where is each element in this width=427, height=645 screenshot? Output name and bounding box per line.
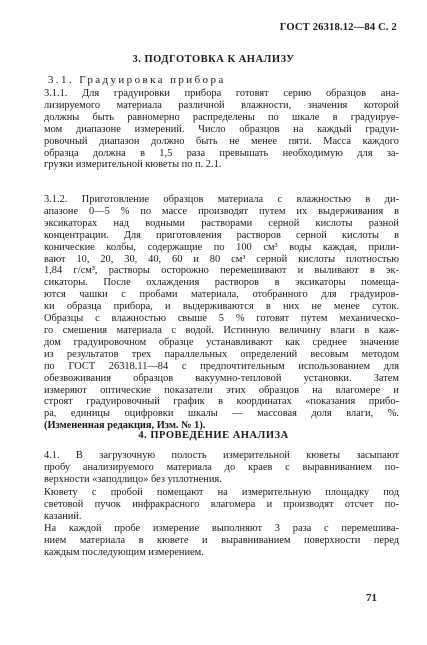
paragraph-3-1-1: [44, 88, 399, 171]
text-line: На каждой пробе измерение выполняют 3 раза с перемешива-: [44, 523, 399, 534]
text-line: световой пучок инфракрасного влагомера и производят отсчет по-: [44, 498, 399, 510]
text-line: ки образца прибора, и выдерживаются в них не менее суток.: [44, 301, 399, 313]
text-line: измеряют оптические показатели этих образцов на влагомере и: [44, 384, 399, 396]
document-header: ГОСТ 26318.12—84 С. 2: [279, 22, 397, 33]
text-line: из результатов трех параллельных определений весовым методом: [44, 348, 399, 360]
text-line: 3.1.1. Для градуировки прибора готовят серию образцов ана-: [44, 88, 399, 99]
text-line: 4.1. В загрузочную полость измерительной кюветы засыпают: [44, 450, 399, 461]
text-line: эксикаторах над водными растворами серной кислоты разной: [44, 217, 399, 229]
paragraph-4-1-cuvette: [44, 487, 399, 523]
text-line: ра, единицы оцифровки шкалы — массовая доля влаги, %.: [44, 408, 399, 420]
amendment-note: (Измененная редакция, Изм. № 1).: [44, 420, 206, 432]
text-line: верхности «заподлицо» без уплотнения.: [44, 473, 222, 485]
text-line: пробу анализируемого материала до краев с выравниванием по-: [44, 461, 399, 473]
paragraph-4-1: [44, 450, 399, 486]
text-line: апазоне 0—5 % по массе производят путем их выдерживания в: [44, 205, 399, 217]
text-line: вают 10, 20, 30, 40, 60 и 80 см³ серной кислоты плотностью: [44, 253, 399, 265]
text-line: 1,84 г/см³, растворы осторожно перемешивают и выливают в эк-: [44, 265, 399, 277]
text-line: грузки измерительной кюветы по п. 2.1.: [44, 159, 222, 171]
text-line: мом диапазоне измерений. Число образцов на каждый градуи-: [44, 123, 399, 135]
text-line: Кювету с пробой помещают на измерительную площадку под: [44, 487, 399, 498]
text-line: строят градуировочный график в координатах «показания прибо-: [44, 396, 399, 408]
text-line: каждым последующим измерением.: [44, 546, 204, 558]
section-4-title: 4. ПРОВЕДЕНИЕ АНАЛИЗА: [138, 430, 289, 441]
text-line: концентрации. Для приготовления растворов серной кислоты в: [44, 229, 399, 241]
text-line: нием материала в кювете и выравниванием поверхности перед: [44, 534, 399, 546]
subsection-3-1-heading: 3.1. Градуировка прибора: [48, 74, 226, 86]
text-line: по ГОСТ 26318.11—84 с предпочтительным использованием для: [44, 360, 399, 372]
text-line: ются чашки с пробами материала, отобранного для градуиров-: [44, 289, 399, 301]
section-3-title: 3. ПОДГОТОВКА К АНАЛИЗУ: [132, 54, 295, 65]
paragraph-4-1-repeats: [44, 523, 399, 559]
text-line: образца должна в 1,5 раза превышать необходимую для за-: [44, 147, 399, 159]
text-line: 3.1.2. Приготовление образцов материала с влажностью в ди-: [44, 194, 399, 205]
text-line: го смешения материала с водой. Истинную величину влаги в каж-: [44, 324, 399, 336]
text-line: Образцы с влажностью свыше 5 % готовят путем механическо-: [44, 313, 399, 325]
text-line: дом градуировочном образце устанавливают как среднее значение: [44, 336, 399, 348]
text-line: обезвоживания образцов вакуумно-тепловой установки. Затем: [44, 372, 399, 384]
text-line: ровочный диапазон должно быть не менее пяти. Масса каждого: [44, 135, 399, 147]
text-line: лизируемого материала различной влажности, значения которой: [44, 99, 399, 111]
text-line: сикаторы. После охлаждения растворов в эксикаторы помеща-: [44, 277, 399, 289]
text-line: должны быть равномерно распределены по шкале в градуируе-: [44, 111, 399, 123]
paragraph-3-1-2: [44, 194, 399, 432]
text-line: конические колбы, содержащие по 100 см³ воды каждая, прили-: [44, 241, 399, 253]
page-number: 71: [366, 592, 377, 604]
text-line: казаний.: [44, 510, 82, 522]
